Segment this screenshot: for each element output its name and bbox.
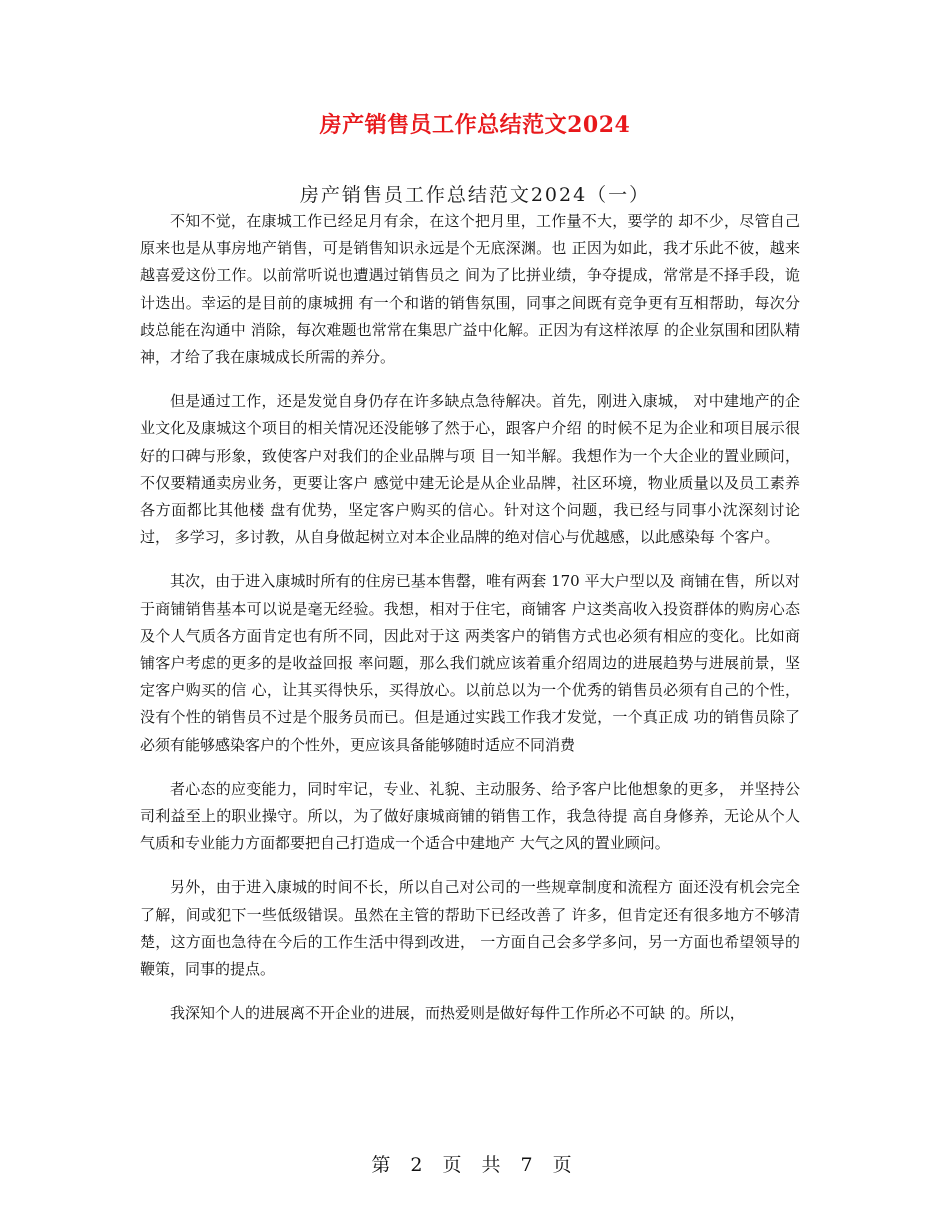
paragraph-2: 但是通过工作，还是发觉自身仍存在许多缺点急待解决。首先，刚进入康城， 对中建地产的企业文化及康城这个项目的相关情况还没能够了然于心，跟客户介绍 的时候不足为企业和项目展示很好的口碑与形象，致使客户对我们的企业品牌与项 目一知半解。我想作为一个大企业的置业顾问，不仅要精通卖房业务，更要让客户 感觉中建无论是从企业品牌，社区环境，物业质量以及员工素养各方面都比其他楼 盘有优势，坚定客户购买的信心。针对这个问题，我已经与同事小沈深刻讨论过， 多学习，多讨教，从自身做起树立对本企业品牌的绝对信心与优越感，以此感染每 个客户。 <box>140 392 800 547</box>
paragraph-1: 不知不觉，在康城工作已经足月有余，在这个把月里，工作量不大，要学的 却不少，尽管自己原来也是从事房地产销售，可是销售知识永远是个无底深渊。也 正因为如此，我才乐此不彼，越来越喜爱这份工作。以前常听说也遭遇过销售员之 间为了比拼业绩，争夺提成，常常是不择手段，诡计迭出。幸运的是目前的康城拥 有一个和谐的销售氛围，同事之间既有竞争更有互相帮助，每次分歧总能在沟通中 消除，每次难题也常常在集思广益中化解。正因为有这样浓厚 的企业氛围和团队精神，才给了我在康城成长所需的养分。 <box>140 212 800 367</box>
document-body <box>140 208 800 1044</box>
page-number-footer: 第 2 页 共 7 页 <box>371 1154 579 1176</box>
paragraph-3: 其次，由于进入康城时所有的住房已基本售罄，唯有两套 170 平大户型以及 商铺在售，所以对于商铺销售基本可以说是毫无经验。我想，相对于住宅，商铺客 户这类高收入投资群体的购房心态及个人气质各方面肯定也有所不同，因此对于这 两类客户的销售方式也必须有相应的变化。比如商铺客户考虑的更多的是收益回报 率问题，那么我们就应该着重介绍周边的进展趋势与进展前景，坚定客户购买的信 心，让其买得快乐，买得放心。以前总以为一个优秀的销售员必须有自己的个性， 没有个性的销售员不过是个服务员而已。但是通过实践工作我才发觉，一个真正成 功的销售员除了必须有能够感染客户的个性外，更应该具备能够随时适应不同消费 <box>140 572 800 754</box>
paragraph-4: 者心态的应变能力，同时牢记，专业、礼貌、主动服务、给予客户比他想象的更多， 并坚持公司利益至上的职业操守。所以，为了做好康城商铺的销售工作，我急待提 高自身修养，无论从个人气质和专业能力方面都要把自己打造成一个适合中建地产 大气之风的置业顾问。 <box>140 779 800 853</box>
paragraph-6: 我深知个人的进展离不开企业的进展，而热爱则是做好每件工作所必不可缺 的。所以， <box>170 1004 745 1023</box>
document-title: 房产销售员工作总结范文2024 <box>319 112 631 138</box>
paragraph-5: 另外，由于进入康城的时间不长，所以自己对公司的一些规章制度和流程方 面还没有机会完全了解，间或犯下一些低级错误。虽然在主管的帮助下已经改善了 许多，但肯定还有很多地方不够清楚，这方面也急待在今后的工作生活中得到改进， 一方面自己会多学多问，另一方面也希望领导的鞭策，同事的提点。 <box>140 878 800 979</box>
section-heading: 房产销售员工作总结范文2024（一） <box>299 184 651 206</box>
